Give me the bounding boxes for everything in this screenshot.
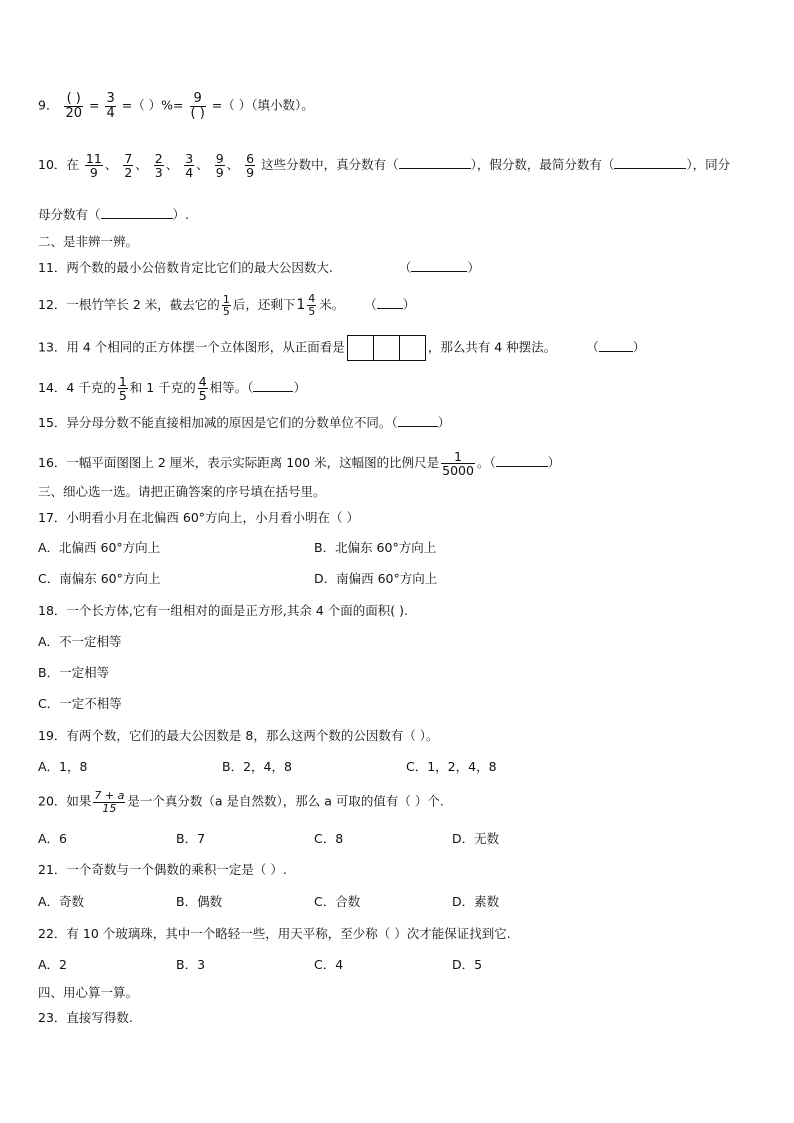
question-11: 11．两个数的最小公倍数肯定比它们的最大公因数大. （ ）: [38, 260, 480, 275]
fraction: $\frac{7}{2}$: [124, 151, 133, 181]
fraction: $\frac{4}{5}$: [198, 374, 207, 404]
option-c[interactable]: C．一定不相等: [38, 696, 122, 711]
question-12: 12．一根竹竿长 2 米，截去它的 $\frac{1}{5}$ 后，还剩下 1 $\frac{4}{5}$ 米。 （ ）: [38, 292, 416, 319]
option-d[interactable]: D．5: [452, 957, 483, 972]
mixed-number: 1 $\frac{4}{5}$: [296, 292, 316, 318]
answer-blank[interactable]: [496, 456, 548, 467]
question-17: 17．小明看小月在北偏西 60°方向上，小月看小明在（ ）: [38, 510, 360, 525]
option-b[interactable]: B．3: [176, 957, 206, 972]
answer-blank[interactable]: [614, 158, 686, 169]
section-heading: 四、用心算一算。: [38, 985, 139, 1000]
option-a[interactable]: A．奇数: [38, 894, 85, 909]
question-16: 16．一幅平面图图上 2 厘米，表示实际距离 100 米，这幅图的比例尺是 $\frac{1}{5000}$ 。（ ）: [38, 449, 561, 479]
option-a[interactable]: A．不一定相等: [38, 634, 122, 649]
question-20: 20．如果 $\frac{7 + a}{15}$ 是一个真分数（a 是自然数），那么 a 可取的值有（ ）个.: [38, 789, 444, 815]
question-10: 10．在 $\frac{11}{9}$ 、 $\frac{7}{2}$ 、 $\frac{2}{3}$ 、 $\frac{3}{4}$ 、 $\frac{9}{9}$ 、 $\frac{6}{9}$ 这些分数中，真分数有（ ），假分数，最简分数有（ ），同分: [38, 151, 731, 181]
section-heading: 二、是非辨一辨。: [38, 234, 139, 249]
question-21: 21．一个奇数与一个偶数的乘积一定是（ ）.: [38, 862, 287, 877]
option-a[interactable]: A．2: [38, 957, 68, 972]
fraction: $\frac{6}{9}$: [246, 151, 255, 181]
fraction: $\frac{( )}{20}$: [65, 91, 82, 121]
answer-blank[interactable]: [398, 416, 438, 427]
section-heading: 三、细心选一选。请把正确答案的序号填在括号里。: [38, 484, 326, 499]
option-b[interactable]: B．7: [176, 831, 206, 846]
question-19: 19．有两个数，它们的最大公因数是 8，那么这两个数的公因数有（ ）。: [38, 728, 439, 743]
option-a[interactable]: A．1，8: [38, 759, 88, 774]
fraction: $\frac{1}{5}$: [118, 374, 127, 404]
fraction: $\frac{9}{9}$: [215, 151, 224, 181]
question-14: 14．4 千克的 $\frac{1}{5}$ 和 1 千克的 $\frac{4}{5}$ 相等。（ ）: [38, 374, 306, 404]
option-c[interactable]: C．合数: [314, 894, 361, 909]
question-10-continued: 母分数有（ ）.: [38, 207, 189, 222]
option-a[interactable]: A．北偏西 60°方向上: [38, 540, 161, 555]
option-c[interactable]: C．8: [314, 831, 344, 846]
option-d[interactable]: D．南偏西 60°方向上: [314, 571, 438, 586]
fraction: $\frac{7 + a}{15}$: [94, 789, 125, 815]
fraction: $\frac{9}{( )}$: [190, 91, 205, 121]
fraction: $\frac{1}{5}$: [222, 292, 230, 319]
fraction: $\frac{3}{4}$: [106, 91, 115, 121]
question-number: 9: [38, 97, 46, 113]
fraction: $\frac{2}{3}$: [154, 151, 163, 181]
option-c[interactable]: C．1，2，4，8: [406, 759, 497, 774]
answer-blank[interactable]: [253, 381, 293, 392]
question-9: 9． $\frac{( )}{20}$ = $\frac{3}{4}$ =（ ）%= $\frac{9}{( )}$ =（ ）（填小数）。: [38, 91, 314, 121]
answer-blank[interactable]: [411, 261, 467, 272]
option-d[interactable]: D．无数: [452, 831, 500, 846]
fraction: $\frac{11}{9}$: [85, 151, 102, 181]
answer-blank[interactable]: [399, 158, 471, 169]
answer-blank[interactable]: [377, 298, 403, 309]
answer-blank[interactable]: [101, 208, 173, 219]
answer-blank[interactable]: [599, 341, 633, 352]
option-c[interactable]: C．4: [314, 957, 344, 972]
option-d[interactable]: D．素数: [452, 894, 500, 909]
option-a[interactable]: A．6: [38, 831, 68, 846]
option-c[interactable]: C．南偏东 60°方向上: [38, 571, 161, 586]
option-b[interactable]: B．北偏东 60°方向上: [314, 540, 437, 555]
question-22: 22．有 10 个玻璃珠，其中一个略轻一些，用天平称，至少称（ ）次才能保证找到它.: [38, 926, 511, 941]
question-15: 15．异分母分数不能直接相加减的原因是它们的分数单位不同。（ ）: [38, 415, 451, 430]
option-b[interactable]: B．2，4，8: [222, 759, 292, 774]
fraction: $\frac{1}{5000}$: [442, 449, 474, 479]
question-13: 13．用 4 个相同的正方体摆一个立体图形，从正面看是 ，那么共有 4 种摆法。 （ ）: [38, 335, 645, 361]
question-23: 23．直接写得数.: [38, 1010, 133, 1025]
question-18: 18．一个长方体,它有一组相对的面是正方形,其余 4 个面的面积( ).: [38, 603, 408, 618]
front-view-figure: [347, 335, 426, 361]
option-b[interactable]: B．偶数: [176, 894, 223, 909]
fraction: $\frac{3}{4}$: [185, 151, 194, 181]
option-b[interactable]: B．一定相等: [38, 665, 110, 680]
